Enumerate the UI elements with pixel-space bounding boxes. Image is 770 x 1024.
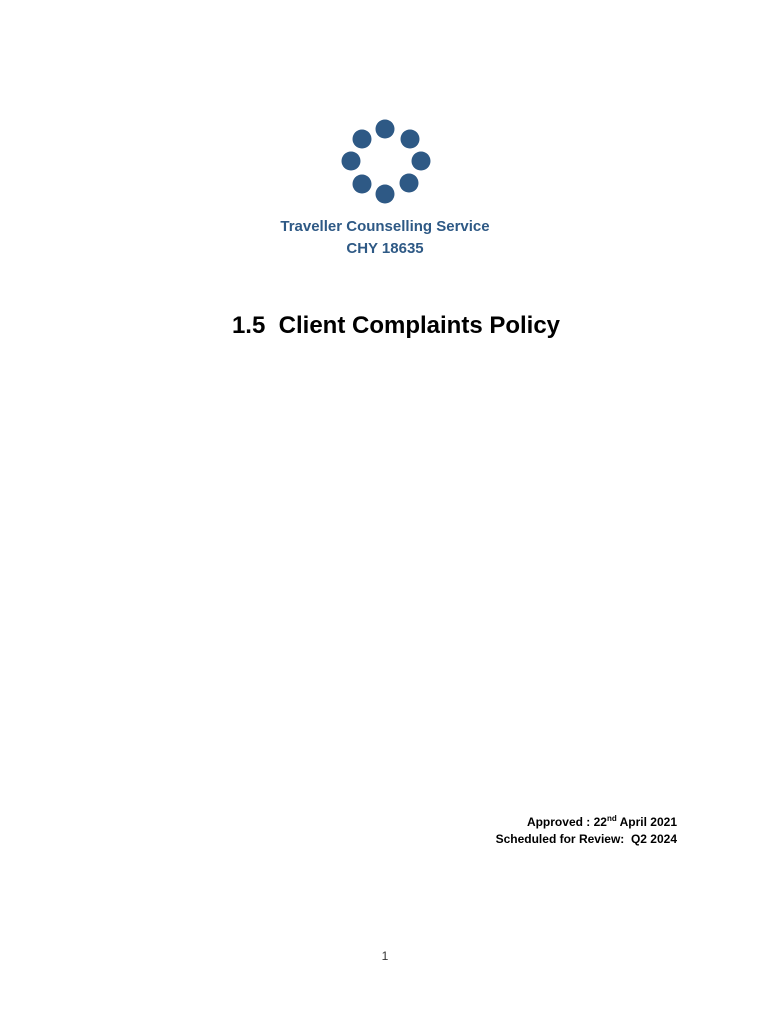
logo-dot (401, 130, 420, 149)
document-title: 1.5 Client Complaints Policy (231, 312, 561, 339)
charity-number: CHY 18635 (346, 240, 424, 257)
approved-suffix: April 2021 (616, 815, 677, 829)
review-schedule: Scheduled for Review: Q2 2024 (495, 832, 677, 846)
organization-logo (335, 118, 435, 210)
page-number: 1 (381, 949, 389, 963)
approved-prefix: Approved : 22 (526, 815, 607, 829)
approved-date (496, 814, 677, 831)
logo-dot (400, 174, 419, 193)
logo-dot (412, 152, 431, 171)
approved-ordinal: nd (606, 814, 617, 823)
organization-name: Traveller Counselling Service (280, 218, 490, 235)
approval-info (496, 814, 677, 848)
organization-header (0, 216, 770, 260)
logo-dot (353, 175, 372, 194)
logo-dot (353, 130, 372, 149)
logo-dot (342, 152, 361, 171)
logo-dot (376, 185, 395, 204)
logo-dot (376, 120, 395, 139)
